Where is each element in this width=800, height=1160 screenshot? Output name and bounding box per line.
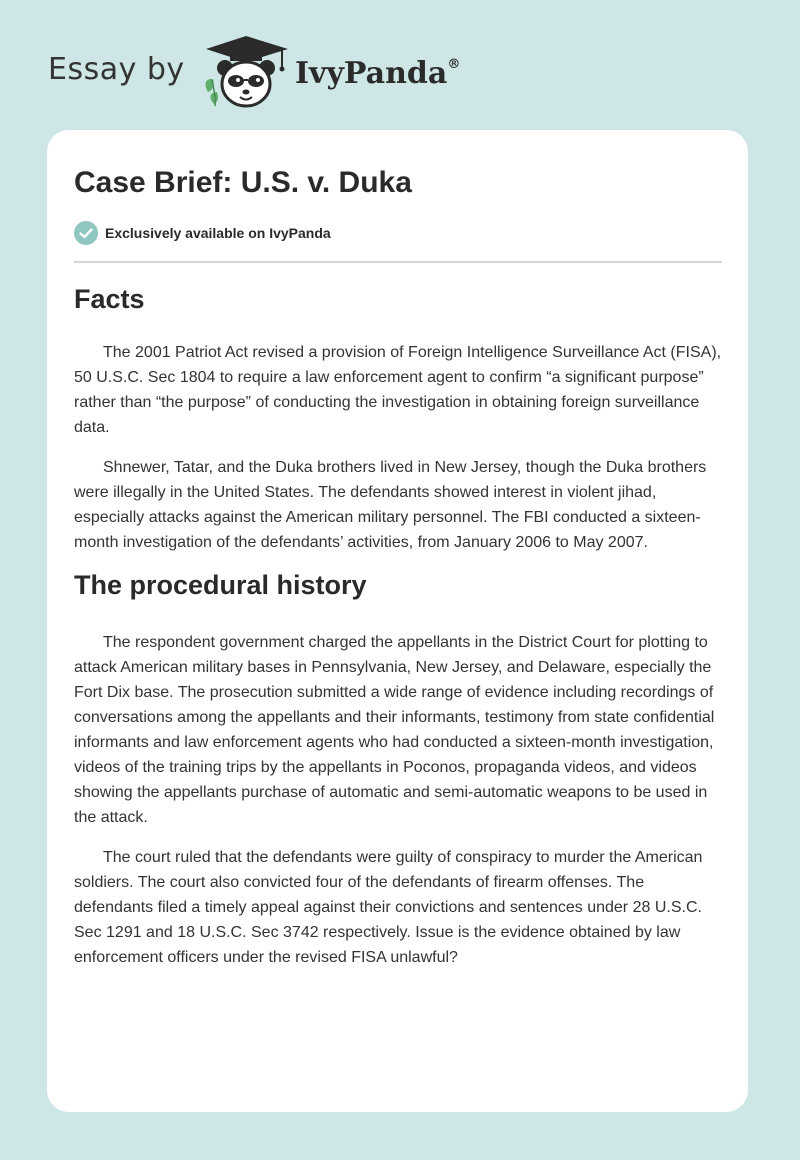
essay-card	[47, 130, 748, 1112]
section-heading-facts: Facts	[74, 284, 145, 314]
title-divider	[74, 261, 722, 263]
paragraph: The court ruled that the defendants were guilty of conspiracy to murder the American soldiers. The court also convicted four of the defendants of firearm offenses. The defendants filed a timely appeal against their convictions and sentences under 28 U.S.C. Sec 1291 and 18 U.S.C. Sec 3742 respectively. Issue is the evidence obtained by law enforcement officers under the revised FISA unlawful?	[74, 849, 703, 966]
check-badge-icon	[74, 221, 98, 245]
essay-body	[74, 284, 724, 985]
essay-by-label: Essay by	[48, 52, 185, 87]
registered-mark: ®	[447, 57, 461, 72]
exclusive-badge-label: Exclusively available on IvyPanda	[105, 225, 331, 241]
paragraph: The respondent government charged the appellants in the District Court for plotting to attack American military bases in Pennsylvania, New Jersey, and Delaware, especially the Fort Dix base. The prosecution submitted a wide range of evidence including recordings of conversations among the appellants and their informants, testimony from state confidential informants and law enforcement agents who had conducted a sixteen-month investigation, videos of the training trips by the appellants in Poconos, propaganda videos, and videos showing the appellants purchase of automatic and semi-automatic weapons to be used in the attack.	[74, 634, 715, 826]
brand-name: IvyPanda	[295, 56, 448, 91]
section-heading-procedural-history: The procedural history	[74, 570, 367, 600]
ivypanda-logo-text[interactable]	[295, 56, 460, 91]
exclusive-badge	[74, 221, 331, 245]
paragraph: The 2001 Patriot Act revised a provision of Foreign Intelligence Surveillance Act (FISA), 50 U.S.C. Sec 1804 to require a law enforcement agent to confirm “a significant purpose” rather than “the purpose” of conducting the investigation in obtaining foreign surveillance data.	[74, 344, 722, 436]
site-header	[0, 0, 800, 130]
paragraph: Shnewer, Tatar, and the Duka brothers lived in New Jersey, though the Duka brothers were illegally in the United States. The defendants showed interest in violent jihad, especially attacks against the American military personnel. The FBI conducted a sixteen-month investigation of the defendants’ activities, from January 2006 to May 2007.	[74, 459, 707, 551]
page-title: Case Brief: U.S. v. Duka	[74, 166, 412, 199]
panda-graduate-icon	[200, 34, 292, 110]
